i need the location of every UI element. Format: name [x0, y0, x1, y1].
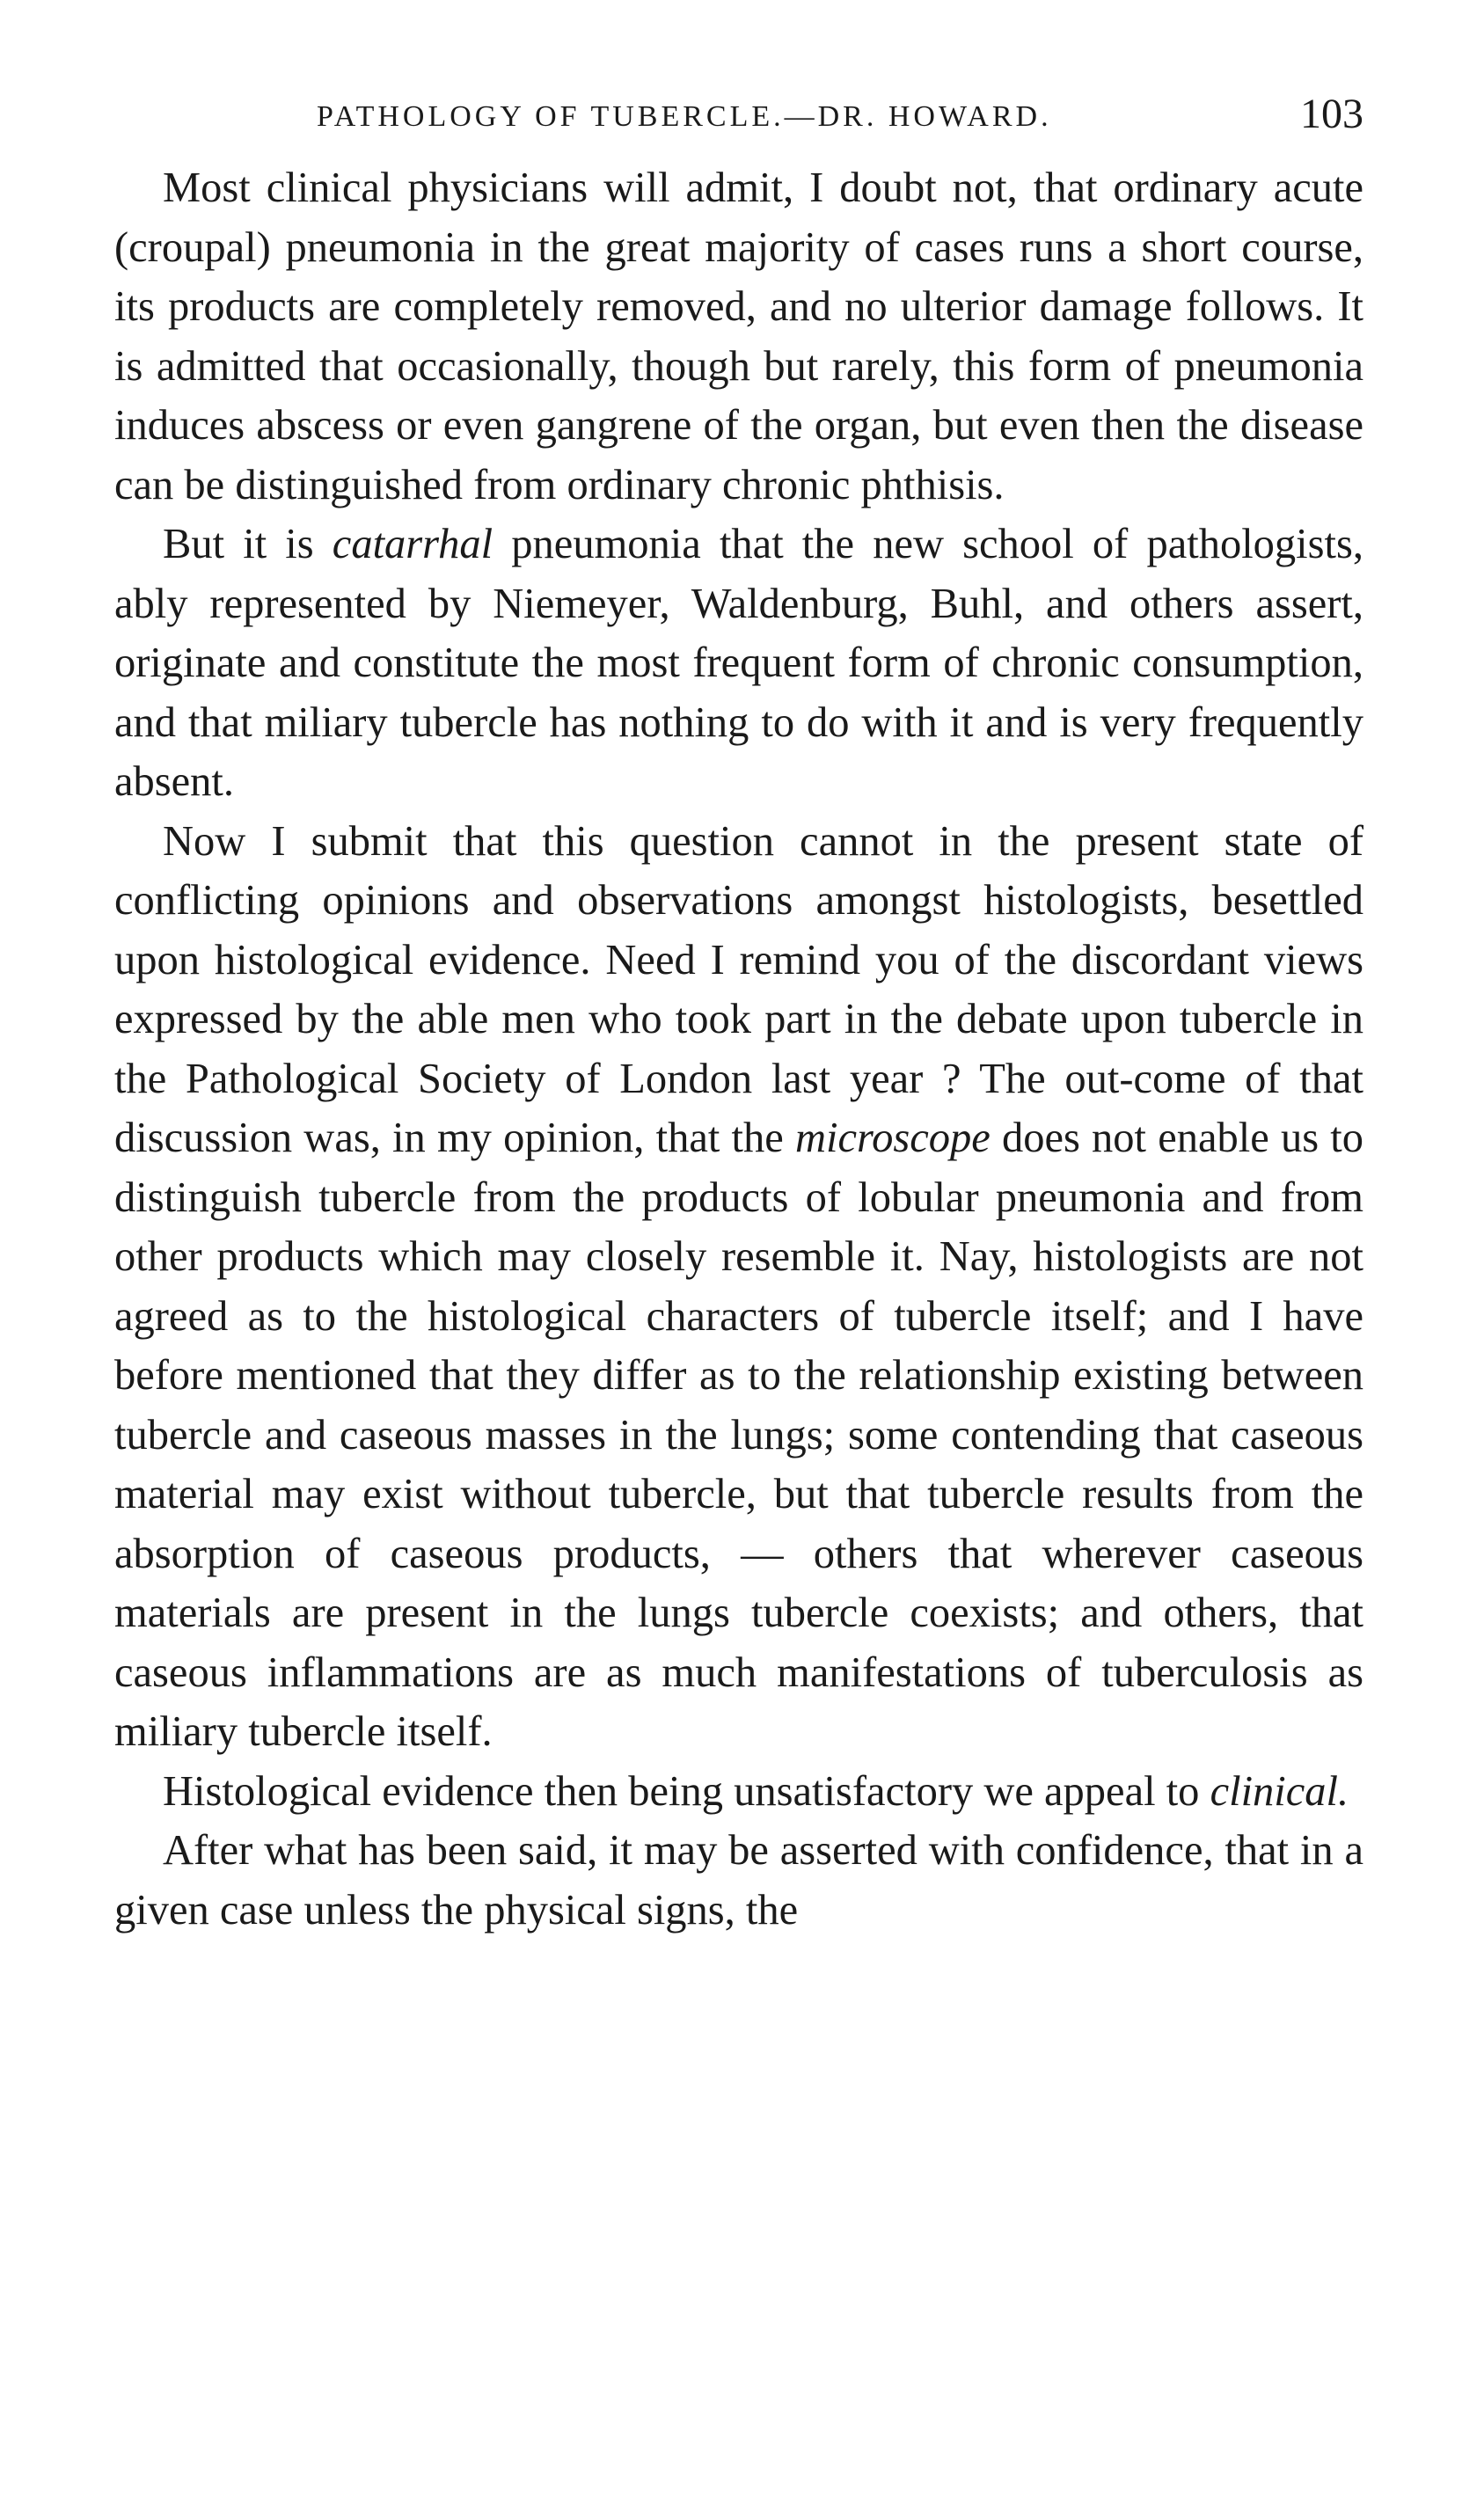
page-header: [114, 88, 1363, 158]
paragraph-4-italic-term: clinical.: [1210, 1767, 1349, 1815]
paragraph-1-text: Most clinical physicians will admit, I doubt not, that ordinary acute (croupal) pneumonia in the great majority of cases runs a short course, its products are completely removed, and no ulterior damage follows. It is admitted that occasionally, though but rarely, this form of pneumonia induces abscess or even gangrene of the organ, but even then the disease can be distinguished from ordinary chronic phthisis.: [114, 164, 1363, 508]
paragraph-3-italic-term: microscope: [794, 1115, 991, 1161]
paragraph-4-text-before: Histological evidence then being unsatisfactory we appeal to: [163, 1767, 1210, 1815]
paragraph-2: [114, 515, 1363, 812]
paragraph-2-text-after: pneumonia that the new school of pathologists, ably represented by Niemeyer, Waldenburg, Buhl, and others assert, originate and constitute the most frequent form of chronic consumption, and that miliary tubercle has nothing to do with it and is very frequently absent.: [114, 521, 1363, 805]
page-number: 103: [1300, 91, 1363, 137]
paragraph-4: [114, 1762, 1363, 1822]
paragraph-3-text-after: does not enable us to distinguish tubercle from the products of lobular pneumonia and from other products which may closely resemble it. Nay, histologists are not agreed as to the histological characters of tubercle itself; and I have before mentioned that they differ as to the relationship existing between tubercle and caseous masses in the lungs; some contending that caseous material may exist without tubercle, but that tubercle results from the absorption of caseous products, — others that wherever caseous materials are present in the lungs tubercle coexists; and others, that caseous inflammations are as much manifestations of tuberculosis as miliary tubercle itself.: [114, 1115, 1363, 1755]
paragraph-3-text-before: Now I submit that this question cannot in the present state of conflicting opinions and observations amongst histologists, besettled upon histological evidence. Need I remind you of the discordant views expressed by the able men who took part in the debate upon tubercle in the Pathological Society of London last year ? The out-come of that discussion was, in my opinion, that the: [114, 817, 1363, 1161]
running-head: PATHOLOGY OF TUBERCLE.—DR. HOWARD.: [317, 100, 1052, 133]
paragraph-5-text: After what has been said, it may be asserted with confidence, that in a given case unless the physical signs, the: [114, 1827, 1363, 1934]
paragraph-2-italic-term: catarrhal: [332, 521, 493, 567]
paragraph-3: [114, 812, 1363, 1762]
paragraph-2-text-before: But it is: [163, 521, 333, 567]
book-page: [114, 88, 1363, 1940]
body-text: [114, 158, 1363, 1940]
paragraph-5: [114, 1821, 1363, 1940]
paragraph-1: [114, 158, 1363, 515]
